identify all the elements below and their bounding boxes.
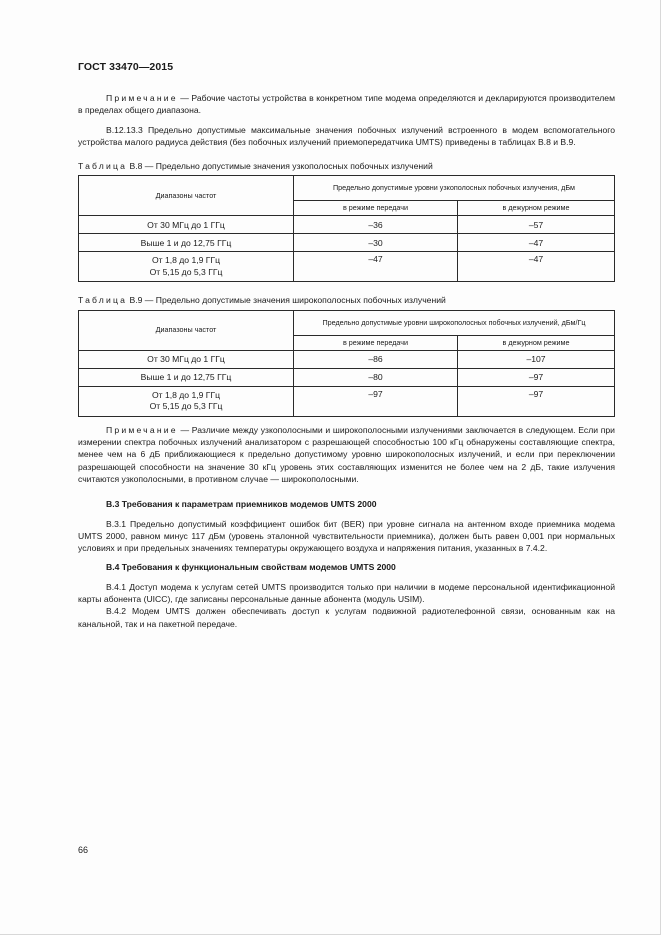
paragraph-b31: В.3.1 Предельно допустимый коэффициент ошибок бит (BER) при уровне сигнала на антенном входе приемника модема UMTS 2000, равном минус 117 дБм (уровень эталонной чувствительности приемника), должен быть равен 0,001 при нормальных условиях и при предельных значениях температуры окружающего воздуха и напряжения питания, указанных в 7.4.2.: [78, 518, 615, 554]
table-b9-header-levels: Предельно допустимые уровни широкополосных побочных излучений, дБм/Гц: [294, 310, 615, 335]
page-number: 66: [78, 845, 89, 855]
table-b8-header-levels: Предельно допустимые уровни узкополосных побочных излучения, дБм: [294, 176, 615, 201]
range-line-2: От 5,15 до 5,3 ГГц: [149, 401, 223, 412]
table-b9-caption-text: В.9 — Предельно допустимые значения широкополосных побочных излучений: [127, 295, 446, 306]
table-b8-header-tx: в режиме передачи: [294, 201, 458, 216]
table-cell-tx: –80: [294, 368, 458, 386]
table-cell-range: Выше 1 и до 12,75 ГГц: [79, 368, 294, 386]
table-row: [79, 386, 615, 416]
table-b9-header-range: Диапазоны частот: [79, 310, 294, 350]
table-cell-idle: –47: [458, 252, 615, 282]
table-row: [79, 234, 615, 252]
table-cell-range: От 30 МГц до 1 ГГц: [79, 216, 294, 234]
table-cell-idle: –97: [458, 386, 615, 416]
table-cell-range: От 30 МГц до 1 ГГц: [79, 350, 294, 368]
table-b9: [78, 310, 615, 417]
table-row: [79, 350, 615, 368]
note-1-text: — Рабочие частоты устройства в конкретном типе модема определяются и декларируются производителем в пределах общего диапазона.: [78, 93, 615, 116]
paragraph-b12133: В.12.13.3 Предельно допустимые максимальные значения побочных излучений встроенного в модем вспомогательного устройства малого радиуса действия (без побочных излучений приемопередатчика UMTS) приведены в таблицах В.8 и В.9.: [78, 124, 615, 147]
note-2-label: Примечание: [106, 424, 178, 435]
table-b9-caption-label: Таблица: [78, 295, 128, 306]
table-cell-range: [79, 386, 294, 416]
table-cell-idle: –107: [458, 350, 615, 368]
range-line-2: От 5,15 до 5,3 ГГц: [149, 266, 223, 277]
table-cell-idle: –47: [458, 234, 615, 252]
paragraph-b41: В.4.1 Доступ модема к услугам сетей UMTS производится только при наличии в модеме персональной идентификационной карты абонента (UICC), где записаны персональные данные абонента (модуль USIM).: [78, 581, 615, 605]
range-line-1: От 1,8 до 1,9 ГГц: [151, 255, 221, 266]
note-1: [78, 92, 615, 117]
note-2-text: — Различие между узкополосными и широкополосными излучениями заключается в следующем. Если при измерении спектра побочных излучений анализатором с разрешающей способностью 100 кГц обнаружены составляющие спектра, менее чем на 6 дБ приближающиеся к предельно допустимому уровню широкополосных излучений, и если при переключении разрешающей способности на значение 30 кГц уровень этих составляющих изменится не более чем на 2 дБ, такие излучения считаются узкополосными, в противном случае — широкополосными.: [78, 424, 615, 484]
table-row: [79, 216, 615, 234]
document-code: ГОСТ 33470—2015: [78, 61, 174, 73]
table-cell-range: Выше 1 и до 12,75 ГГц: [79, 234, 294, 252]
table-row: [79, 252, 615, 282]
section-b3-heading: В.3 Требования к параметрам приемников модемов UMTS 2000: [106, 499, 377, 510]
table-cell-tx: –36: [294, 216, 458, 234]
note-1-label: Примечание: [106, 93, 178, 103]
paragraph-b42: В.4.2 Модем UMTS должен обеспечивать доступ к услугам подвижной радиотелефонной связи, основанным как на канальной, так и на пакетной передаче.: [78, 606, 615, 629]
table-b8-header-idle: в дежурном режиме: [458, 201, 615, 216]
table-cell-idle: –97: [458, 368, 615, 386]
table-b9-caption: [78, 294, 615, 306]
table-cell-idle: –57: [458, 216, 615, 234]
page-content: [78, 92, 615, 630]
range-line-1: От 1,8 до 1,9 ГГц: [151, 389, 221, 400]
note-2: [78, 424, 615, 485]
table-b8-caption-label: Таблица: [78, 161, 128, 172]
table-b8-caption: [78, 160, 615, 172]
table-row: [79, 368, 615, 386]
section-b4-heading: В.4 Требования к функциональным свойствам модемов UMTS 2000: [106, 562, 396, 573]
table-cell-tx: –47: [294, 252, 458, 282]
table-cell-tx: –97: [294, 386, 458, 416]
table-cell-range: [79, 252, 294, 282]
table-b8-caption-text: В.8 — Предельно допустимые значения узкополосных побочных излучений: [127, 161, 433, 172]
table-b8: [78, 175, 615, 282]
table-cell-tx: –86: [294, 350, 458, 368]
table-b9-header-idle: в дежурном режиме: [458, 335, 615, 350]
table-b9-header-tx: в режиме передачи: [294, 335, 458, 350]
table-b8-header-range: Диапазоны частот: [79, 176, 294, 216]
table-cell-tx: –30: [294, 234, 458, 252]
